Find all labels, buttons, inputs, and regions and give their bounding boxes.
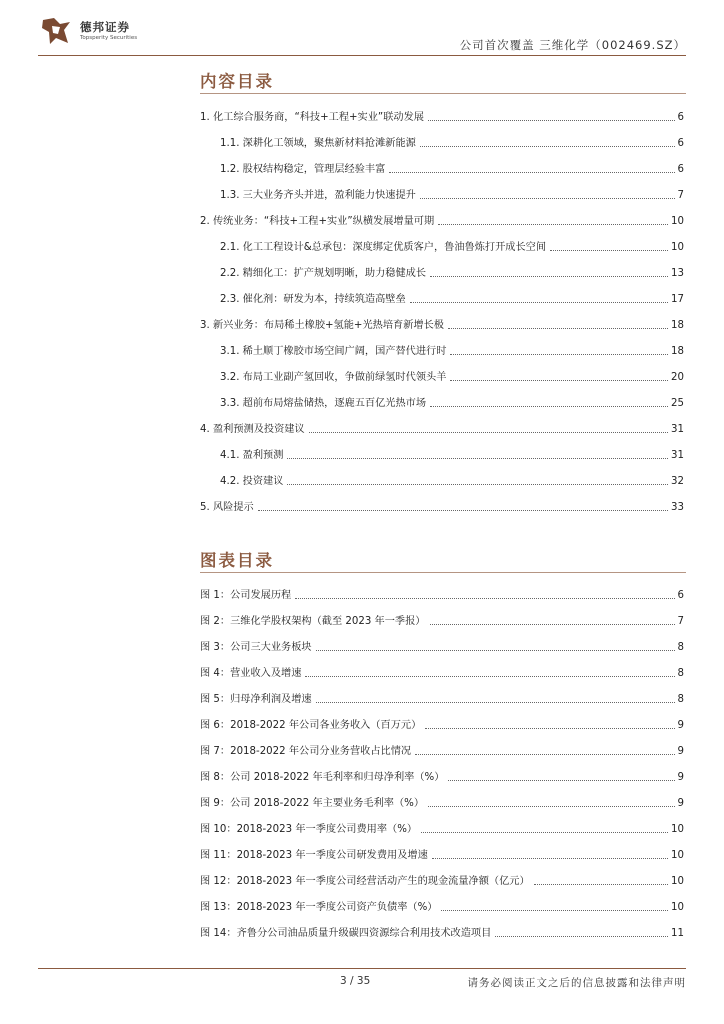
figure-entry-page: 9 [677, 746, 684, 757]
figure-entry-page: 10 [671, 824, 684, 835]
figure-entry[interactable] [200, 770, 684, 784]
figure-entry-page: 9 [677, 798, 684, 809]
page-indicator: 3 / 35 [340, 975, 371, 987]
toc-entry-label: 1.3. 三大业务齐头并进，盈利能力快速提升 [220, 190, 416, 201]
leader-dots [295, 598, 674, 599]
toc-entry-page: 32 [671, 476, 684, 487]
leader-dots [441, 910, 668, 911]
footer-divider [38, 968, 686, 969]
leader-dots [415, 754, 674, 755]
figure-entry-page: 10 [671, 850, 684, 861]
toc-entry[interactable] [220, 344, 684, 358]
toc-entry-page: 18 [671, 346, 684, 357]
figure-entry[interactable] [200, 692, 684, 706]
leader-dots [316, 702, 675, 703]
toc-entry-page: 7 [677, 190, 684, 201]
figure-entry-label: 图 13：2018-2023 年一季度公司资产负债率（%） [200, 902, 438, 913]
toc-entry-label: 2.1. 化工工程设计&总承包：深度绑定优质客户，鲁油鲁炼打开成长空间 [220, 242, 547, 253]
toc-entry-label: 4. 盈利预测及投资建议 [200, 424, 305, 435]
toc-entry[interactable] [200, 110, 684, 124]
figure-entry-label: 图 14：齐鲁分公司油品质量升级碳四资源综合利用技术改造项目 [200, 928, 492, 939]
figure-entry-page: 8 [677, 642, 684, 653]
toc-entry[interactable] [220, 370, 684, 384]
toc-entry-label: 5. 风险提示 [200, 502, 254, 513]
brand-logo-icon [40, 16, 74, 46]
toc-entry-page: 18 [671, 320, 684, 331]
toc-entry-page: 33 [671, 502, 684, 513]
brand-name-en: Topsperity Securities [80, 35, 138, 41]
figure-entry-label: 图 2：三维化学股权架构（截至 2023 年一季报） [200, 616, 426, 627]
figure-entry-label: 图 5：归母净利润及增速 [200, 694, 312, 705]
figure-entry-page: 7 [677, 616, 684, 627]
leader-dots [450, 380, 668, 381]
leader-dots [448, 328, 668, 329]
contents-divider [200, 93, 686, 94]
figure-entry[interactable] [200, 588, 684, 602]
leader-dots [420, 146, 675, 147]
figure-entry[interactable] [200, 900, 684, 914]
leader-dots [410, 302, 668, 303]
toc-entry[interactable] [220, 266, 684, 280]
figures-title: 图表目录 [200, 551, 274, 570]
figure-entry-page: 9 [677, 772, 684, 783]
toc-entry[interactable] [200, 422, 684, 436]
toc-entry-label: 3. 新兴业务：布局稀土橡胶+氢能+光热培育新增长极 [200, 320, 444, 331]
toc-entry-page: 10 [671, 216, 684, 227]
toc-entry-label: 2.3. 催化剂：研发为本，持续筑造高壁垒 [220, 294, 406, 305]
toc-entry-label: 2.2. 精细化工：扩产规划明晰，助力稳健成长 [220, 268, 427, 279]
toc-entry[interactable] [200, 500, 684, 514]
toc-entry-page: 6 [677, 138, 684, 149]
figure-entry-label: 图 8：公司 2018-2022 年毛利率和归母净利率（%） [200, 772, 445, 783]
figure-entry-label: 图 12：2018-2023 年一季度公司经营活动产生的现金流量净额（亿元） [200, 876, 530, 887]
leader-dots [389, 172, 674, 173]
figure-entry[interactable] [200, 640, 684, 654]
toc-entry[interactable] [220, 162, 684, 176]
figures-divider [200, 572, 686, 573]
toc-entry-label: 1.2. 股权结构稳定，管理层经验丰富 [220, 164, 386, 175]
leader-dots [430, 624, 675, 625]
toc-entry-page: 10 [671, 242, 684, 253]
leader-dots [309, 432, 668, 433]
leader-dots [316, 650, 675, 651]
figure-entry-label: 图 10：2018-2023 年一季度公司费用率（%） [200, 824, 418, 835]
toc-entry-page: 25 [671, 398, 684, 409]
toc-entry-label: 4.1. 盈利预测 [220, 450, 284, 461]
toc-entry[interactable] [220, 188, 684, 202]
leader-dots [305, 676, 674, 677]
leader-dots [534, 884, 668, 885]
toc-entry-page: 17 [671, 294, 684, 305]
header-divider [38, 55, 686, 56]
figure-entry[interactable] [200, 744, 684, 758]
leader-dots [430, 406, 668, 407]
leader-dots [420, 198, 675, 199]
figure-entry[interactable] [200, 718, 684, 732]
figure-entry[interactable] [200, 614, 684, 628]
toc-entry-label: 1. 化工综合服务商，“科技+工程+实业”联动发展 [200, 112, 424, 123]
toc-entry[interactable] [220, 292, 684, 306]
toc-entry-label: 3.3. 超前布局熔盐储热，逐鹿五百亿光热市场 [220, 398, 427, 409]
toc-entry-page: 6 [677, 164, 684, 175]
figure-entry-page: 9 [677, 720, 684, 731]
report-info: 公司首次覆盖 三维化学（002469.SZ） [459, 38, 686, 52]
leader-dots [495, 936, 668, 937]
figure-entry-label: 图 6：2018-2022 年公司各业务收入（百万元） [200, 720, 422, 731]
leader-dots [425, 728, 674, 729]
figure-entry-page: 8 [677, 694, 684, 705]
disclaimer-note: 请务必阅读正文之后的信息披露和法律声明 [467, 977, 686, 989]
figure-entry-label: 图 1：公司发展历程 [200, 590, 292, 601]
leader-dots [432, 858, 668, 859]
figure-entry-page: 8 [677, 668, 684, 679]
figure-entry[interactable] [200, 874, 684, 888]
figure-entry[interactable] [200, 666, 684, 680]
leader-dots [438, 224, 668, 225]
figure-entry[interactable] [200, 926, 684, 940]
leader-dots [550, 250, 668, 251]
toc-entry[interactable] [200, 318, 684, 332]
leader-dots [428, 806, 674, 807]
figure-entry-page: 10 [671, 876, 684, 887]
toc-entry[interactable] [220, 136, 684, 150]
leader-dots [287, 484, 668, 485]
toc-entry-page: 6 [677, 112, 684, 123]
leader-dots [258, 510, 668, 511]
figure-entry-page: 10 [671, 902, 684, 913]
toc-entry-label: 4.2. 投资建议 [220, 476, 284, 487]
toc-entry-label: 2. 传统业务：“科技+工程+实业”纵横发展增量可期 [200, 216, 435, 227]
figure-entry[interactable] [200, 848, 684, 862]
figure-entry-label: 图 7：2018-2022 年公司分业务营收占比情况 [200, 746, 412, 757]
figure-entry[interactable] [200, 822, 684, 836]
toc-entry[interactable] [220, 474, 684, 488]
leader-dots [287, 458, 668, 459]
contents-title: 内容目录 [200, 72, 274, 91]
toc-entry-page: 31 [671, 424, 684, 435]
figure-entry-label: 图 11：2018-2023 年一季度公司研发费用及增速 [200, 850, 428, 861]
toc-entry-label: 3.1. 稀土顺丁橡胶市场空间广阔，国产替代进行时 [220, 346, 447, 357]
figure-entry-page: 6 [677, 590, 684, 601]
figure-entry[interactable] [200, 796, 684, 810]
leader-dots [448, 780, 674, 781]
toc-entry[interactable] [200, 214, 684, 228]
toc-entry-page: 20 [671, 372, 684, 383]
leader-dots [450, 354, 668, 355]
toc-entry-page: 31 [671, 450, 684, 461]
brand-logo [40, 14, 137, 48]
toc-entry[interactable] [220, 396, 684, 410]
toc-entry-page: 13 [671, 268, 684, 279]
toc-entry-label: 1.1. 深耕化工领域，聚焦新材料抢滩新能源 [220, 138, 416, 149]
brand-name-cn: 德邦证券 [80, 20, 130, 34]
figure-entry-page: 11 [671, 928, 684, 939]
leader-dots [428, 120, 675, 121]
toc-entry[interactable] [220, 240, 684, 254]
figure-entry-label: 图 4：营业收入及增速 [200, 668, 302, 679]
figure-entry-label: 图 9：公司 2018-2022 年主要业务毛利率（%） [200, 798, 425, 809]
toc-entry-label: 3.2. 布局工业副产氢回收，争做前绿氢时代领头羊 [220, 372, 447, 383]
figure-entry-label: 图 3：公司三大业务板块 [200, 642, 312, 653]
leader-dots [421, 832, 668, 833]
toc-entry[interactable] [220, 448, 684, 462]
leader-dots [430, 276, 668, 277]
